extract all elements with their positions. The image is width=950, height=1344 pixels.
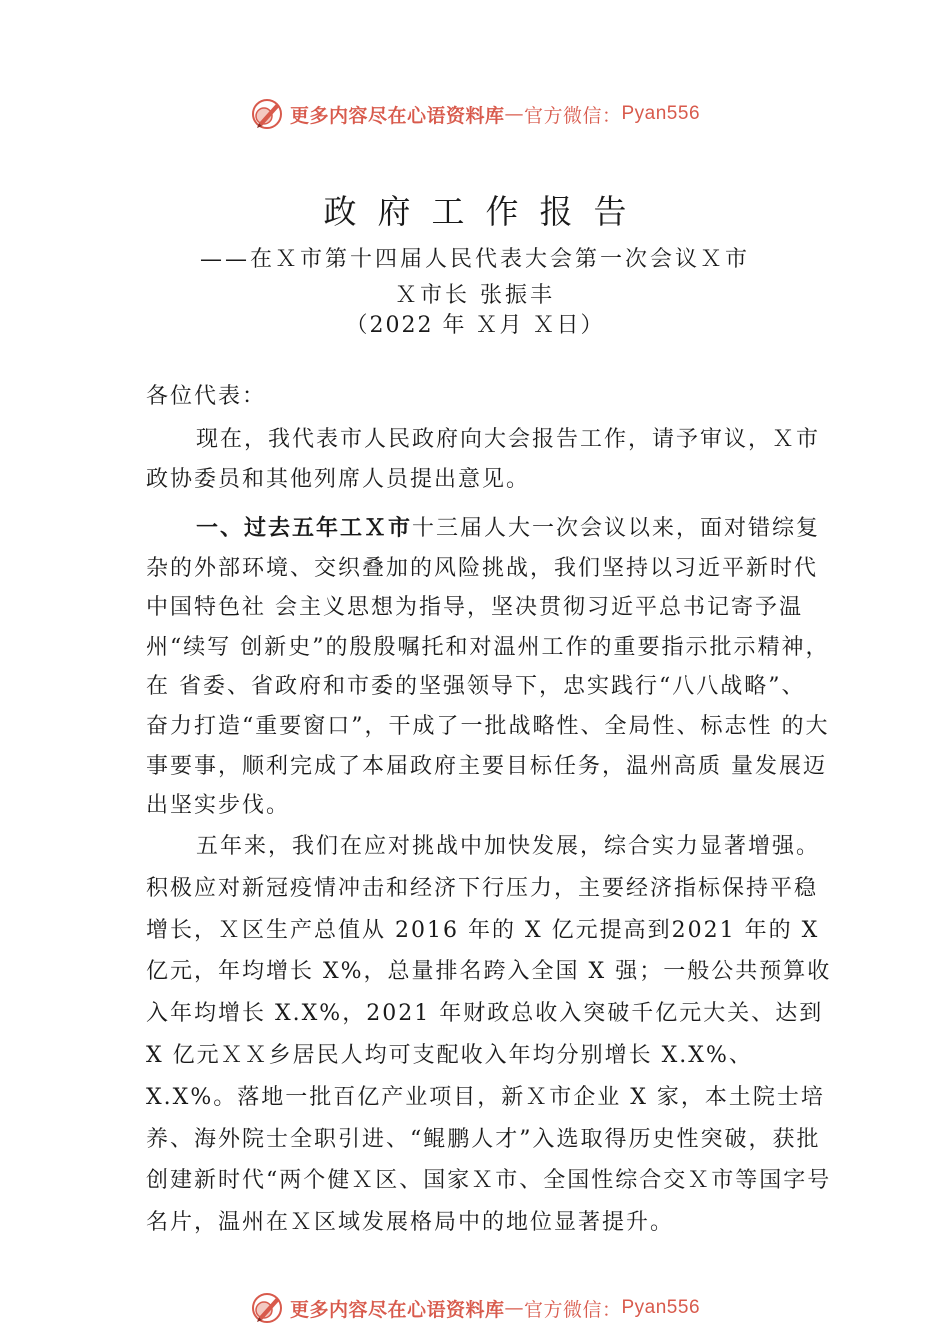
banner-wechat-label: 官方微信： [523,1298,622,1321]
banner-wechat-id: Pyan556 [621,103,701,124]
pen-logo-icon [250,97,284,131]
section-one-heading: 一、过去五年工Ｘ市 [196,516,413,541]
report-subtitle: ——在Ｘ市第十四届人民代表大会第一次会议Ｘ市 [199,247,750,272]
watermark-banner-top [0,96,950,132]
banner-wechat-label: 官方微信： [523,104,622,127]
banner-wechat-id: Pyan556 [621,1297,701,1318]
section-one-paragraph [146,509,836,826]
banner-dash: — [504,1297,524,1319]
section-one-text: 十三届人大一次会议以来，面对错综复杂的外部环境、交织叠加的风险挑战，我们坚持以习近平新时代中国特色社 会主义思想为指导，坚决贯彻习近平总书记寄予温州“续写 创新史”的殷殷嘱托和对温州工作的重要指示批示精神，在 省委、省政府和市委的坚强领导下，忠实践行“八八战略”、 奋力打造“重要窗口”，干成了一批战略性、全局性、标志性 的大事要事，顺利完成了本届政府主要目标任务，温州高质 量发展迈出坚实步伐。 [146,516,830,819]
report-speaker: Ｘ市长 张振丰 [395,283,555,308]
banner-main-text: 更多内容尽在心语资料库 [289,104,505,127]
intro-paragraph: 现在，我代表市人民政府向大会报告工作，请予审议，Ｘ市政协委员和其他列席人员提出意见。 [146,427,821,492]
watermark-banner-bottom [0,1290,950,1326]
salutation: 各位代表： [146,384,267,409]
banner-main-text: 更多内容尽在心语资料库 [289,1298,505,1321]
report-date: （2022 年 Ｘ月 Ｘ日） [345,313,605,338]
report-title: 政府工作报告 [323,192,648,231]
pen-logo-icon [250,1291,284,1325]
banner-dash: — [504,103,524,125]
achievements-paragraph: 五年来，我们在应对挑战中加快发展，综合实力显著增强。积极应对新冠疫情冲击和经济下行压力，主要经济指标保持平稳增长，Ｘ区生产总值从 2016 年的 X 亿元提高到2021 年的 X 亿元，年均增长 X%，总量排名跨入全国 X 强；一般公共预算收入年均增长 X.X%，2021 年财政总收入突破千亿元大关、达到 X 亿元ＸＸ乡居民人均可支配收入年均分别增长 X.X%、X.X%。落地一批百亿产业项目，新Ｘ市企业 X 家，本土院士培养、海外院士全职引进、“鲲鹏人才”入选取得历史性突破，获批创建新时代“两个健Ｘ区、国家Ｘ市、全国性综合交Ｘ市等国字号名片，温州在Ｘ区域发展格局中的地位显著提升。 [146,834,832,1236]
